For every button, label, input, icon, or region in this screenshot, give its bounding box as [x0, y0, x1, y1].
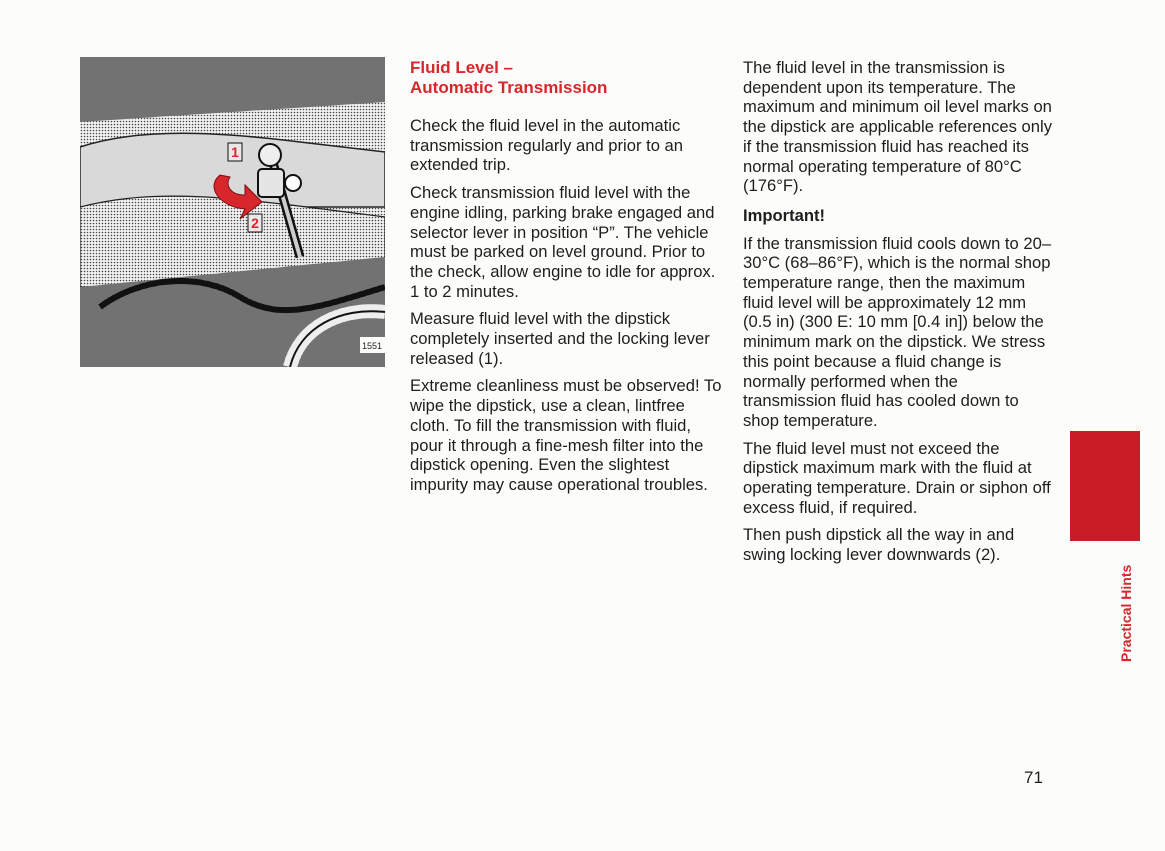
- callout-1: 1: [231, 144, 239, 160]
- paragraph: Then push dipstick all the way in and swing locking lever downwards (2).: [743, 525, 1015, 565]
- section-tab-label: Practical Hints: [1118, 564, 1134, 662]
- section-heading: [410, 58, 722, 98]
- important-heading: Important!: [743, 205, 826, 225]
- paragraph: Extreme cleanliness must be observed! To wipe the dipstick, use a clean, lintfree cloth. To fill the transmission with fluid, pour it through a fine-mesh filter into the dipstick opening. Even the slightest impurity may cause operational troubles.: [410, 376, 722, 494]
- engine-illustration: [80, 57, 385, 367]
- callout-2: 2: [251, 215, 259, 231]
- page-number: 71: [1024, 768, 1043, 787]
- paragraph: Measure fluid level with the dipstick completely inserted and the locking lever released (1).: [410, 309, 710, 368]
- paragraph: Check transmission fluid level with the engine idling, parking brake engaged and selector lever in position “P”. The vehicle must be parked on level ground. Prior to the check, allow engine to idle for approx. 1 to 2 minutes.: [410, 183, 716, 301]
- paragraph: If the transmission fluid cools down to 20–30°C (68–86°F), which is the normal shop temperature range, then the maximum fluid level will be approximately 12 mm (0.5 in) (300 E: 10 mm [0.4 in]) below the minimum mark on the dipstick. We stress this point because a fluid change is normally performed when the transmission fluid has cooled down to shop temperature.: [743, 233, 1052, 430]
- right-text-column: [743, 58, 1055, 573]
- heading-line-2: Automatic Transmission: [410, 78, 608, 97]
- left-text-column: [410, 58, 722, 503]
- intro-paragraph: The fluid level in the transmission is dependent upon its temperature. The maximum and minimum oil level marks on the dipstick are applicable references only if the transmission fluid has reached its normal operating temperature of 80°C (176°F).: [743, 58, 1053, 196]
- paragraph: The fluid level must not exceed the dipstick maximum mark with the fluid at operating temperature. Drain or siphon off excess fluid, if required.: [743, 438, 1051, 517]
- section-tab-marker: [1070, 431, 1140, 541]
- heading-line-1: Fluid Level –: [410, 58, 513, 77]
- paragraph: Check the fluid level in the automatic transmission regularly and prior to an extended trip.: [410, 116, 684, 175]
- figure-number: 1551: [361, 341, 383, 351]
